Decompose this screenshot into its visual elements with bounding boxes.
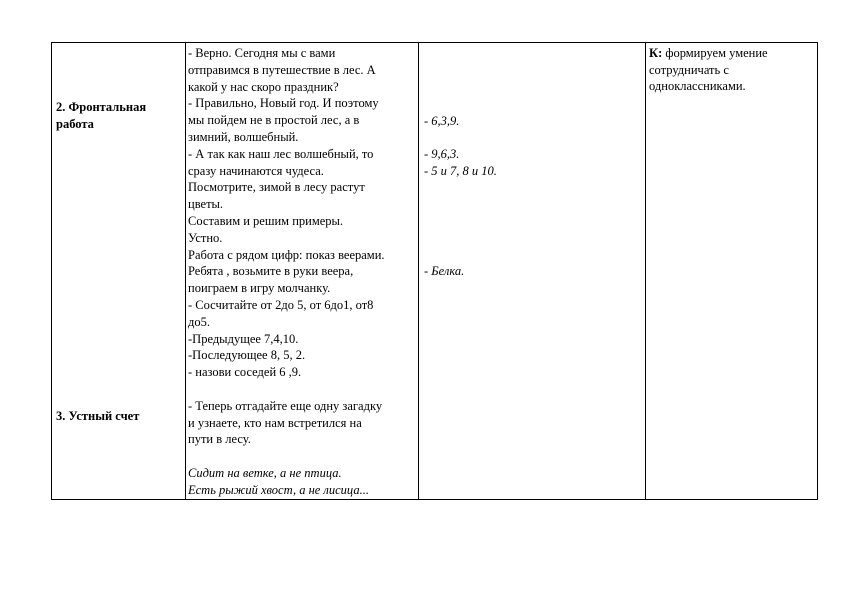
text-line: - Теперь отгадайте еще одну загадку (188, 398, 383, 413)
teacher-activity-column (188, 45, 416, 499)
answer: - Белка. (424, 264, 465, 278)
text-line: -Последующее 8, 5, 2. (188, 348, 306, 363)
text-line: - А так как наш лес волшебный, то (188, 146, 374, 161)
answer: - 6,3,9. (424, 114, 460, 128)
text-line: зимний, волшебный. (188, 129, 299, 144)
text-line: Работа с рядом цифр: показ веерами. (188, 247, 385, 262)
blank-line (188, 381, 416, 398)
blank-line (188, 448, 416, 465)
lesson-table (51, 42, 818, 500)
text-line: пути в лесу. (188, 432, 251, 447)
text-line: сразу начинаются чудеса. (188, 163, 324, 178)
text-line: отправимся в путешествие в лес. А (188, 62, 376, 77)
riddle-line: Есть рыжий хвост, а не лисица... (188, 482, 369, 497)
student-answers-column (424, 43, 644, 499)
competence-text: К: формируем умение (649, 46, 768, 60)
competence-column (649, 45, 814, 95)
text-line: - Сосчитайте от 2до 5, от 6до1, от8 (188, 297, 374, 312)
text-line: - Правильно, Новый год. И поэтому (188, 96, 379, 111)
text-line: - Верно. Сегодня мы с вами (188, 46, 336, 60)
answer: - 5 и 7, 8 и 10. (424, 164, 497, 178)
competence-text: сотрудничать с (649, 62, 729, 77)
text-line: - назови соседей 6 ,9. (188, 365, 302, 380)
text-line: мы пойдем не в простой лес, а в (188, 113, 360, 128)
answer: - 9,6,3. (424, 147, 460, 161)
competence-text: одноклассниками. (649, 79, 746, 93)
text-line: и узнаете, кто нам встретился на (188, 415, 362, 430)
text-line: Составим и решим примеры. (188, 213, 344, 228)
column-divider (645, 43, 646, 499)
text-line: Устно. (188, 230, 223, 245)
riddle-line: Сидит на ветке, а не птица. (188, 465, 342, 480)
text-line: Посмотрите, зимой в лесу растут (188, 180, 365, 195)
text-line: цветы. (188, 197, 224, 212)
column-divider (185, 43, 186, 499)
text-line: Ребята , возьмите в руки веера, (188, 264, 354, 279)
text-line: -Предыдущее 7,4,10. (188, 331, 299, 346)
stage-heading-oral-count: 3. Устный счет (56, 409, 140, 423)
stage-column (56, 43, 184, 499)
text-line: поиграем в игру молчанку. (188, 281, 331, 296)
text-line: какой у нас скоро праздник? (188, 79, 339, 94)
text-line: до5. (188, 314, 210, 329)
column-divider (418, 43, 419, 499)
stage-heading-frontal: 2. Фронтальная работа (56, 100, 147, 131)
competence-label: К: (649, 46, 663, 60)
